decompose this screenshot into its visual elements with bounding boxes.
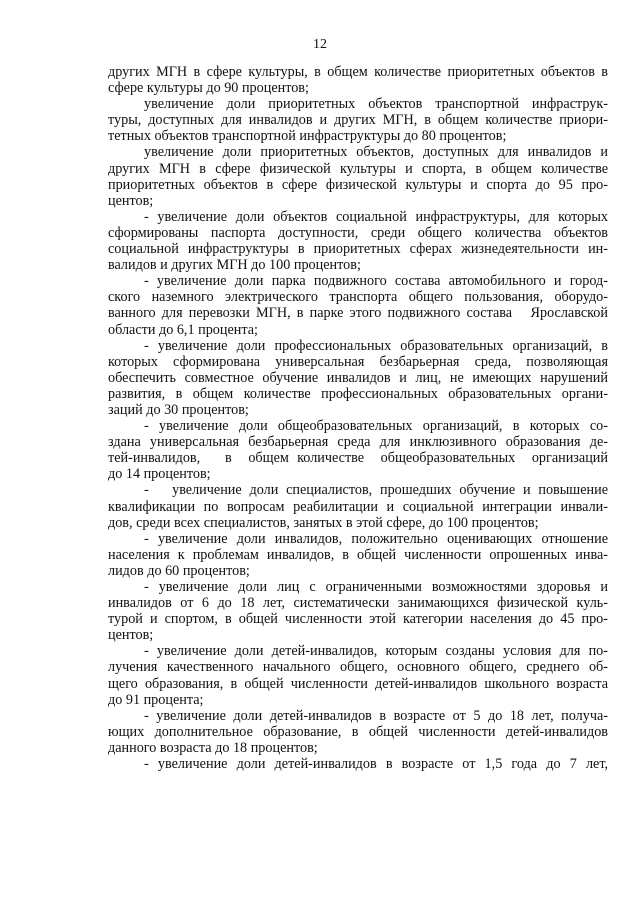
text-line: социальной инфраструктуры в приоритетных сферах жизнедеятельности ин- xyxy=(108,241,608,258)
text-line: увеличение доли приоритетных объектов транспортной инфраструк- xyxy=(144,96,608,113)
text-line: населения к проблемам инвалидов, в общей численности опрошенных инва- xyxy=(108,546,608,563)
text-line: лидов до 60 процентов; xyxy=(108,562,250,579)
text-line: турой и спортом, в общей численности этой категории населения до 45 про- xyxy=(108,611,608,628)
paragraph xyxy=(108,209,608,273)
text-line: - увеличение доли объектов социальной инфраструктуры, для которых xyxy=(144,208,608,225)
text-line: заций до 30 процентов; xyxy=(108,401,249,418)
text-line: - увеличение доли парка подвижного состава автомобильного и город- xyxy=(144,273,608,290)
text-line: - увеличение доли специалистов, прошедших обучение и повышение xyxy=(144,482,608,499)
paragraph xyxy=(108,96,608,144)
text-line: до 91 процента; xyxy=(108,691,204,708)
text-line: которых сформирована универсальная безбарьерная среда, позволяющая xyxy=(108,353,608,370)
text-line: обеспечить совместное обучение инвалидов и лиц, не имеющих нарушений xyxy=(108,369,608,386)
paragraph xyxy=(108,579,608,643)
text-line: ванного для перевозки МГН, в парке этого подвижного состава Ярославской xyxy=(108,305,608,322)
text-line: дов, среди всех специалистов, занятых в этой сфере, до 100 процентов; xyxy=(108,514,539,531)
text-line: сфере культуры до 90 процентов; xyxy=(108,80,309,97)
paragraph xyxy=(108,643,608,707)
text-line: лучения качественного начального общего, основного общего, среднего об- xyxy=(108,659,608,676)
text-line: увеличение доли приоритетных объектов, доступных для инвалидов и xyxy=(144,144,608,161)
text-line: развития, в общем количестве профессиональных образовательных органи- xyxy=(108,385,608,402)
text-line: - увеличение доли общеобразовательных организаций, в которых со- xyxy=(144,418,608,435)
document-body xyxy=(108,64,608,772)
text-line: центов; xyxy=(108,192,154,209)
paragraph xyxy=(108,64,608,96)
paragraph xyxy=(108,144,608,208)
paragraph xyxy=(108,273,608,337)
text-line: тетных объектов транспортной инфраструктуры до 80 процентов; xyxy=(108,128,507,145)
text-line: - увеличение доли инвалидов, положительно оценивающих отношение xyxy=(144,530,608,547)
text-line: - увеличение доли профессиональных образовательных организаций, в xyxy=(144,337,608,354)
text-line: ющих дополнительное образование, в общей численности детей-инвалидов xyxy=(108,723,608,740)
text-line: ского наземного электрического транспорта общего пользования, оборудо- xyxy=(108,289,608,306)
text-line: тей-инвалидов, в общем количестве общеобразовательных организаций xyxy=(108,450,608,467)
text-line: приоритетных объектов в сфере физической культуры и спорта до 95 про- xyxy=(108,176,608,193)
text-line: - увеличение доли детей-инвалидов в возрасте от 5 до 18 лет, получа- xyxy=(144,707,608,724)
paragraph xyxy=(108,418,608,482)
paragraph xyxy=(108,482,608,530)
page-number: 12 xyxy=(313,37,327,52)
text-line: инвалидов от 6 до 18 лет, систематически занимающихся физической куль- xyxy=(108,595,608,612)
text-line: - увеличение доли детей-инвалидов, которым созданы условия для по- xyxy=(144,643,608,660)
text-line: до 14 процентов; xyxy=(108,466,211,483)
text-line: - увеличение доли детей-инвалидов в возрасте от 1,5 года до 7 лет, xyxy=(144,756,608,773)
text-line: туры, доступных для инвалидов и других МГН, в общем количестве приори- xyxy=(108,112,608,129)
paragraph xyxy=(108,708,608,756)
text-line: - увеличение доли лиц с ограниченными возможностями здоровья и xyxy=(144,579,608,595)
text-line: сформированы паспорта доступности, среди общего количества объектов xyxy=(108,224,608,241)
text-line: области до 6,1 процента; xyxy=(108,321,258,338)
text-line: других МГН в сфере культуры, в общем количестве приоритетных объектов в xyxy=(108,64,608,80)
text-line: других МГН в сфере физической культуры и спорта, в общем количестве xyxy=(108,160,608,177)
text-line: квалификации по вопросам реабилитации и социальной интеграции инвали- xyxy=(108,498,608,515)
text-line: центов; xyxy=(108,627,154,644)
paragraph xyxy=(108,531,608,579)
text-line: данного возраста до 18 процентов; xyxy=(108,739,318,756)
text-line: здана универсальная безбарьерная среда для инклюзивного образования де- xyxy=(108,434,608,451)
text-line: валидов и других МГН до 100 процентов; xyxy=(108,257,361,274)
paragraph xyxy=(108,338,608,418)
paragraph xyxy=(108,756,608,772)
text-line: щего образования, в общей численности детей-инвалидов школьного возраста xyxy=(108,675,608,692)
